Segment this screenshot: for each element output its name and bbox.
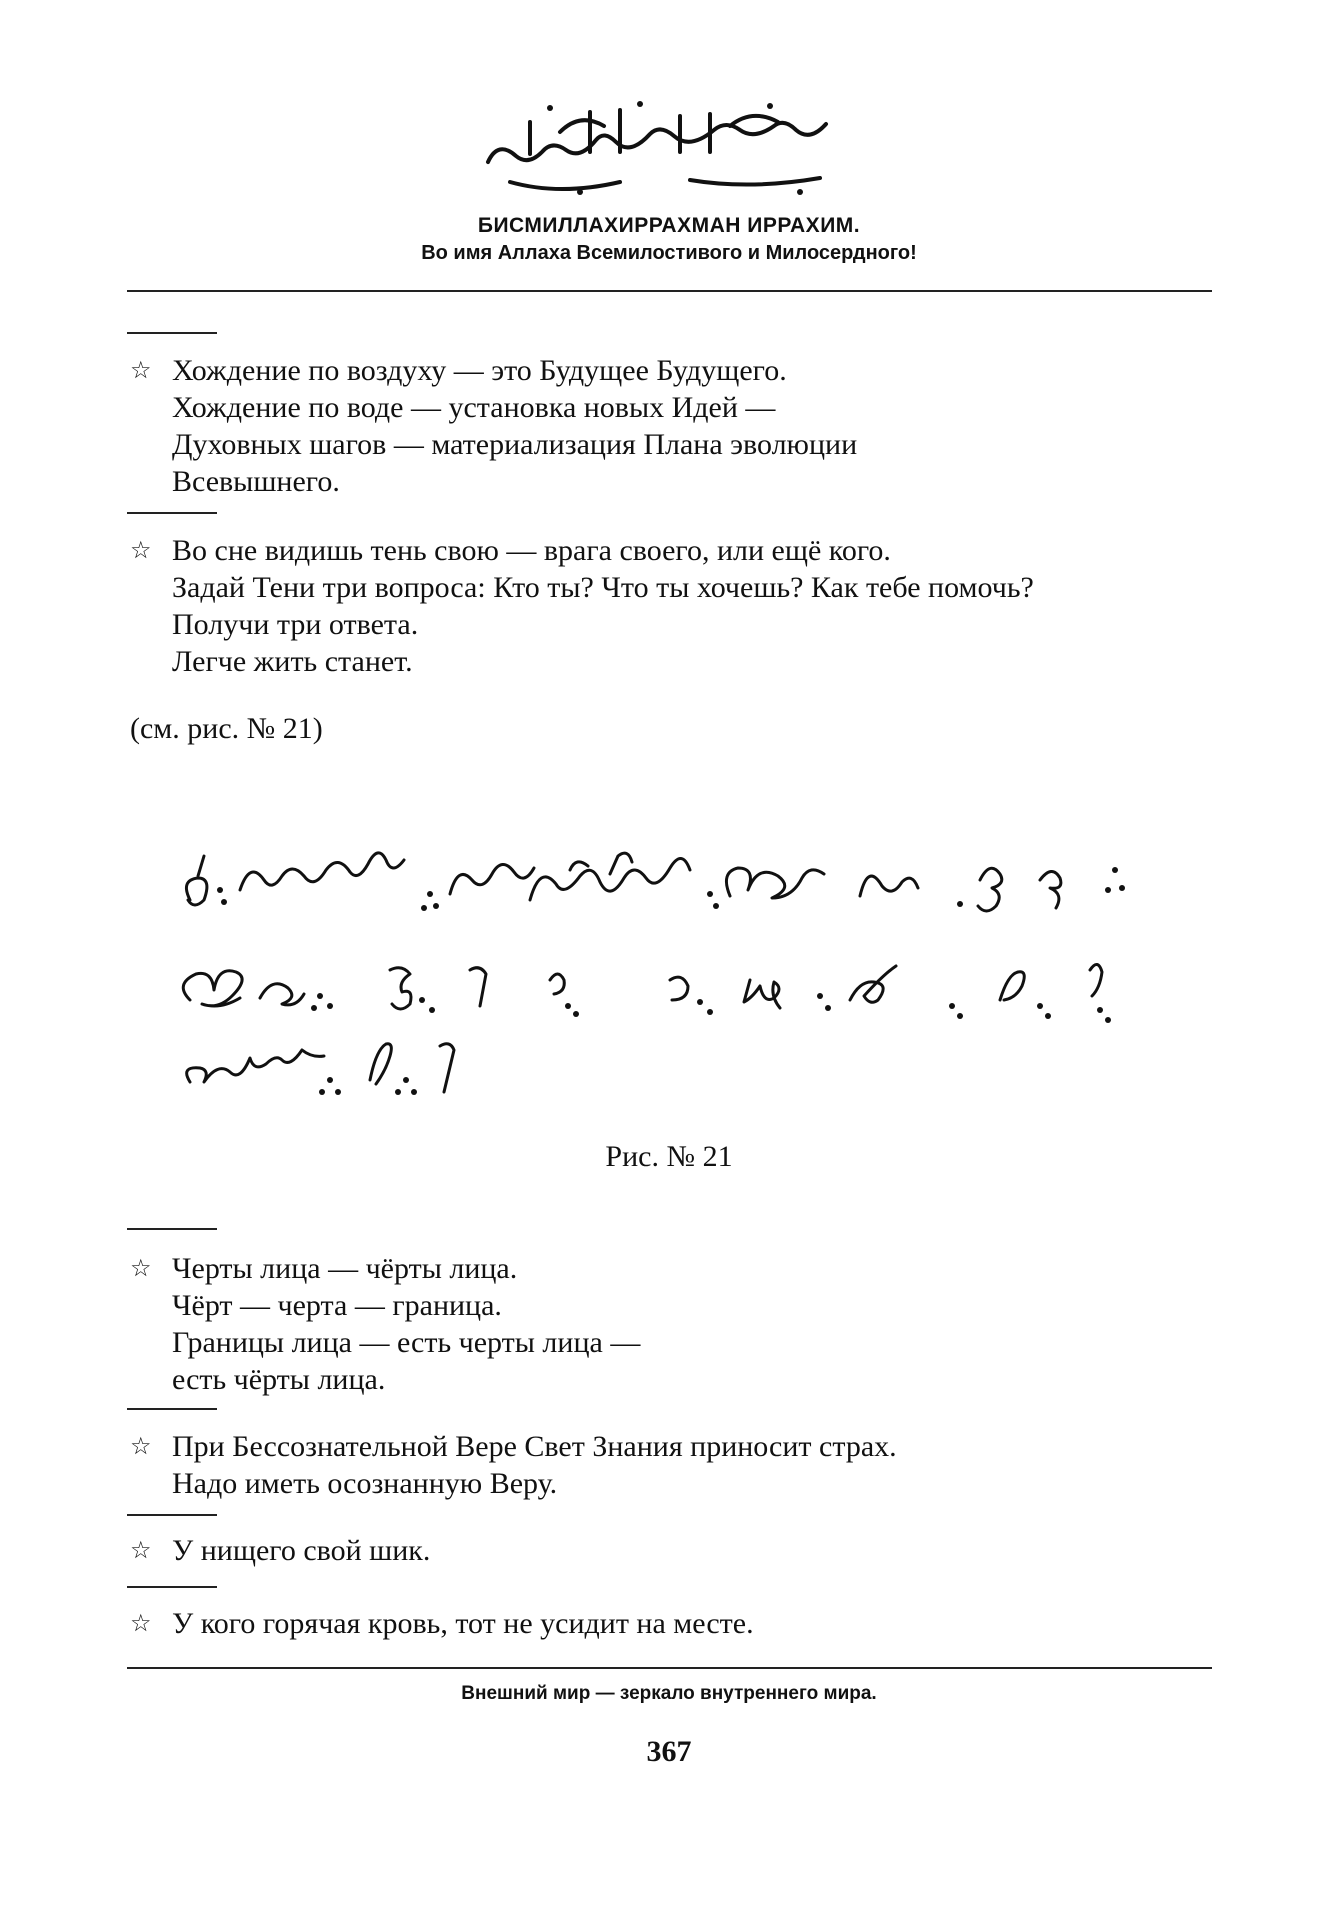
- page-number: 367: [646, 1735, 692, 1768]
- entry-line: При Бессознательной Вере Свет Знания приносит страх.: [172, 1430, 897, 1463]
- entry-line: Во сне видишь тень свою — врага своего, или ещё кого.: [172, 534, 891, 567]
- entry-line: Границы лица — есть черты лица —: [172, 1326, 641, 1359]
- entry-divider: [127, 512, 217, 514]
- entry-divider: [127, 332, 217, 334]
- entry-divider: [127, 1514, 217, 1516]
- footer-motto: Внешний мир — зеркало внутреннего мира.: [461, 1683, 877, 1704]
- entry-line: Получи три ответа.: [172, 608, 419, 641]
- star-icon: ☆: [130, 356, 152, 384]
- entry-line: Чёрт — черта — граница.: [172, 1289, 502, 1322]
- arabic-calligraphy-basmala: [470, 92, 870, 202]
- aphorism-entry: [130, 352, 857, 500]
- entry-line: У нищего свой шик.: [172, 1534, 431, 1567]
- figure-caption: Рис. № 21: [605, 1140, 733, 1173]
- aphorism-entry: [130, 1428, 897, 1502]
- entry-divider: [127, 1586, 217, 1588]
- star-icon: ☆: [130, 1536, 152, 1564]
- entry-line: Хождение по воздуху — это Будущее Будущего.: [172, 354, 787, 387]
- handwritten-script-figure: [170, 830, 1170, 1110]
- figure-reference: (см. рис. № 21): [130, 712, 323, 745]
- entry-line: Легче жить станет.: [172, 645, 413, 678]
- star-icon: ☆: [130, 1254, 152, 1282]
- entry-line: Задай Тени три вопроса: Кто ты? Что ты хочешь? Как тебе помочь?: [172, 571, 1034, 604]
- header-divider: [127, 290, 1212, 292]
- footer-divider: [127, 1667, 1212, 1669]
- star-icon: ☆: [130, 1432, 152, 1460]
- entry-line: Хождение по воде — установка новых Идей —: [172, 391, 776, 424]
- entry-line: Духовных шагов — материализация Плана эволюции: [172, 428, 858, 461]
- entry-line: Всевышнего.: [172, 465, 340, 498]
- entry-line: есть чёрты лица.: [172, 1363, 386, 1396]
- aphorism-entry: [130, 532, 1034, 680]
- header-subtitle: Во имя Аллаха Всемилостивого и Милосердного!: [421, 242, 917, 264]
- aphorism-entry: [130, 1605, 754, 1642]
- entry-divider: [127, 1228, 217, 1230]
- star-icon: ☆: [130, 536, 152, 564]
- aphorism-entry: [130, 1532, 430, 1569]
- entry-line: Черты лица — чёрты лица.: [172, 1252, 518, 1285]
- entry-divider: [127, 1408, 217, 1410]
- star-icon: ☆: [130, 1609, 152, 1637]
- entry-line: Надо иметь осознанную Веру.: [172, 1467, 558, 1500]
- header-title: БИСМИЛЛАХИРРАХМАН ИРРАХИМ.: [477, 214, 861, 237]
- entry-line: У кого горячая кровь, тот не усидит на месте.: [172, 1607, 754, 1640]
- aphorism-entry: [130, 1250, 640, 1398]
